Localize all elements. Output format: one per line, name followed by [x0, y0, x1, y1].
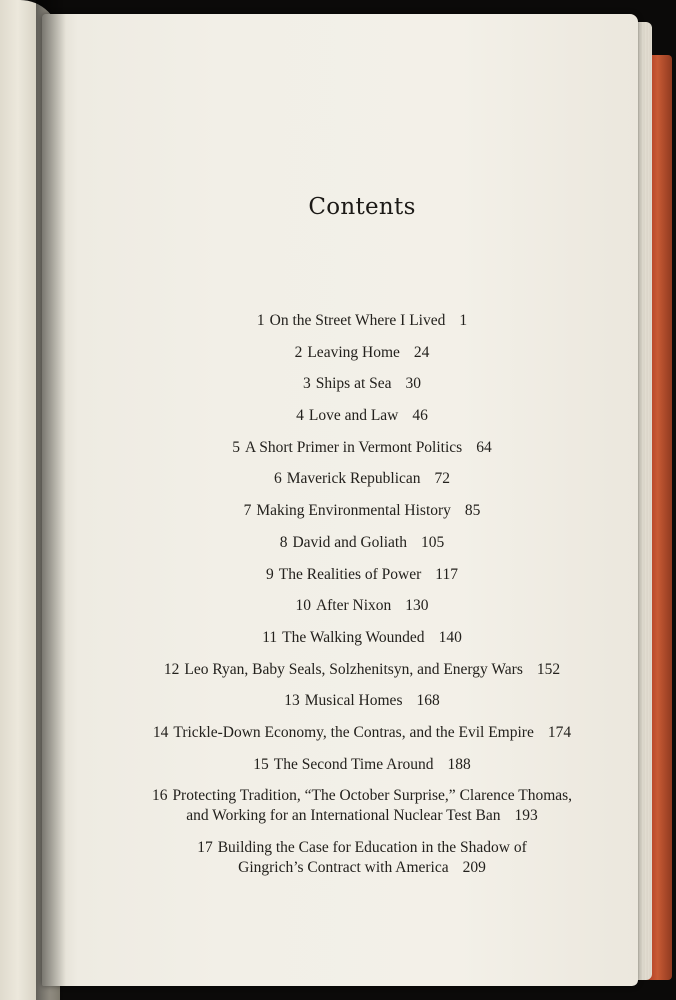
toc-entry — [42, 628, 676, 648]
page-number: 72 — [434, 470, 451, 488]
toc-entry — [42, 838, 676, 878]
chapter-title: The Walking Wounded — [282, 628, 425, 646]
chapter-title: Ships at Sea — [315, 375, 392, 393]
toc-entry-line — [42, 596, 676, 616]
toc-entry-line — [42, 469, 676, 489]
chapter-title: The Second Time Around — [273, 755, 434, 773]
chapter-title: A Short Primer in Vermont Politics — [245, 438, 463, 456]
chapter-number: 13 — [284, 692, 300, 710]
toc-entry-line — [42, 501, 676, 521]
table-of-contents — [42, 311, 676, 890]
chapter-title: The Realities of Power — [278, 565, 422, 583]
page-number: 140 — [438, 628, 462, 646]
chapter-title: Maverick Republican — [286, 470, 421, 488]
toc-entry-line — [42, 786, 676, 806]
toc-entry-line — [42, 565, 676, 585]
page-number: 105 — [421, 533, 445, 551]
chapter-number: 3 — [302, 375, 311, 393]
toc-entry — [42, 565, 676, 585]
toc-entry-line — [42, 628, 676, 648]
chapter-number: 11 — [262, 628, 278, 646]
chapter-number: 12 — [163, 660, 180, 678]
chapter-number: 14 — [152, 723, 169, 741]
toc-entry — [42, 533, 676, 553]
page-number: 130 — [405, 597, 429, 615]
toc-entry — [42, 406, 676, 426]
toc-entry-line — [42, 858, 676, 878]
chapter-title: Trickle-Down Economy, the Contras, and the Evil Empire — [173, 723, 534, 741]
toc-entry-line — [42, 838, 676, 858]
chapter-title: After Nixon — [315, 597, 392, 615]
toc-entry — [42, 374, 676, 394]
chapter-number: 15 — [253, 755, 269, 773]
page-number: 30 — [405, 375, 422, 393]
page-number: 188 — [447, 755, 471, 773]
chapter-number: 9 — [266, 565, 274, 583]
toc-entry — [42, 723, 676, 743]
toc-entry-line — [42, 806, 676, 826]
toc-entry — [42, 469, 676, 489]
chapter-number: 16 — [151, 787, 168, 805]
chapter-number: 1 — [256, 312, 265, 329]
toc-entry-line — [42, 533, 676, 553]
toc-entry-line — [42, 660, 676, 680]
chapter-title: Love and Law — [308, 407, 399, 425]
toc-entry — [42, 786, 676, 826]
toc-entry — [42, 755, 676, 775]
chapter-title: David and Goliath — [292, 533, 407, 551]
page-number: 1 — [459, 312, 468, 329]
chapter-title: Leaving Home — [307, 343, 400, 361]
chapter-number: 5 — [232, 438, 241, 456]
gutter-shadow — [36, 0, 66, 1000]
toc-entry-line — [42, 755, 676, 775]
chapter-title: Making Environmental History — [256, 502, 451, 520]
toc-entry-line — [42, 311, 676, 331]
page-number: 168 — [416, 692, 440, 710]
toc-entry-line — [42, 406, 676, 426]
toc-entry-line — [42, 438, 676, 458]
page-number: 117 — [435, 565, 458, 583]
page-number: 193 — [514, 807, 538, 825]
toc-entry — [42, 691, 676, 711]
toc-entry-line — [42, 374, 676, 394]
chapter-title: Gingrich’s Contract with America — [238, 859, 449, 876]
page-number: 24 — [413, 343, 430, 361]
chapter-number: 10 — [295, 597, 311, 615]
chapter-number: 17 — [197, 839, 213, 856]
toc-entry-line — [42, 691, 676, 711]
toc-entry — [42, 311, 676, 331]
chapter-title: Musical Homes — [304, 692, 403, 710]
chapter-title: On the Street Where I Lived — [269, 312, 446, 329]
chapter-number: 8 — [279, 533, 288, 551]
toc-entry-line — [42, 723, 676, 743]
chapter-number: 2 — [294, 343, 303, 361]
chapter-title: Leo Ryan, Baby Seals, Solzhenitsyn, and Energy Wars — [184, 660, 523, 678]
chapter-title: Protecting Tradition, “The October Surprise,” Clarence Thomas, — [172, 787, 573, 805]
page-number: 152 — [536, 660, 561, 678]
chapter-number: 7 — [243, 502, 252, 520]
page-number: 85 — [464, 502, 481, 520]
chapter-title: and Working for an International Nuclear Test Ban — [186, 807, 501, 825]
toc-entry — [42, 438, 676, 458]
contents-page — [42, 14, 638, 986]
page-number: 46 — [412, 407, 428, 425]
page-number: 209 — [462, 859, 486, 876]
page-number: 64 — [476, 438, 492, 456]
page-number: 174 — [547, 723, 572, 741]
chapter-title: Building the Case for Education in the Shadow of — [217, 839, 527, 856]
toc-entry-line — [42, 343, 676, 363]
toc-entry — [42, 501, 676, 521]
page-title: Contents — [308, 194, 416, 220]
toc-entry — [42, 660, 676, 680]
chapter-number: 6 — [273, 470, 282, 488]
chapter-number: 4 — [296, 407, 304, 425]
toc-entry — [42, 343, 676, 363]
toc-entry — [42, 596, 676, 616]
